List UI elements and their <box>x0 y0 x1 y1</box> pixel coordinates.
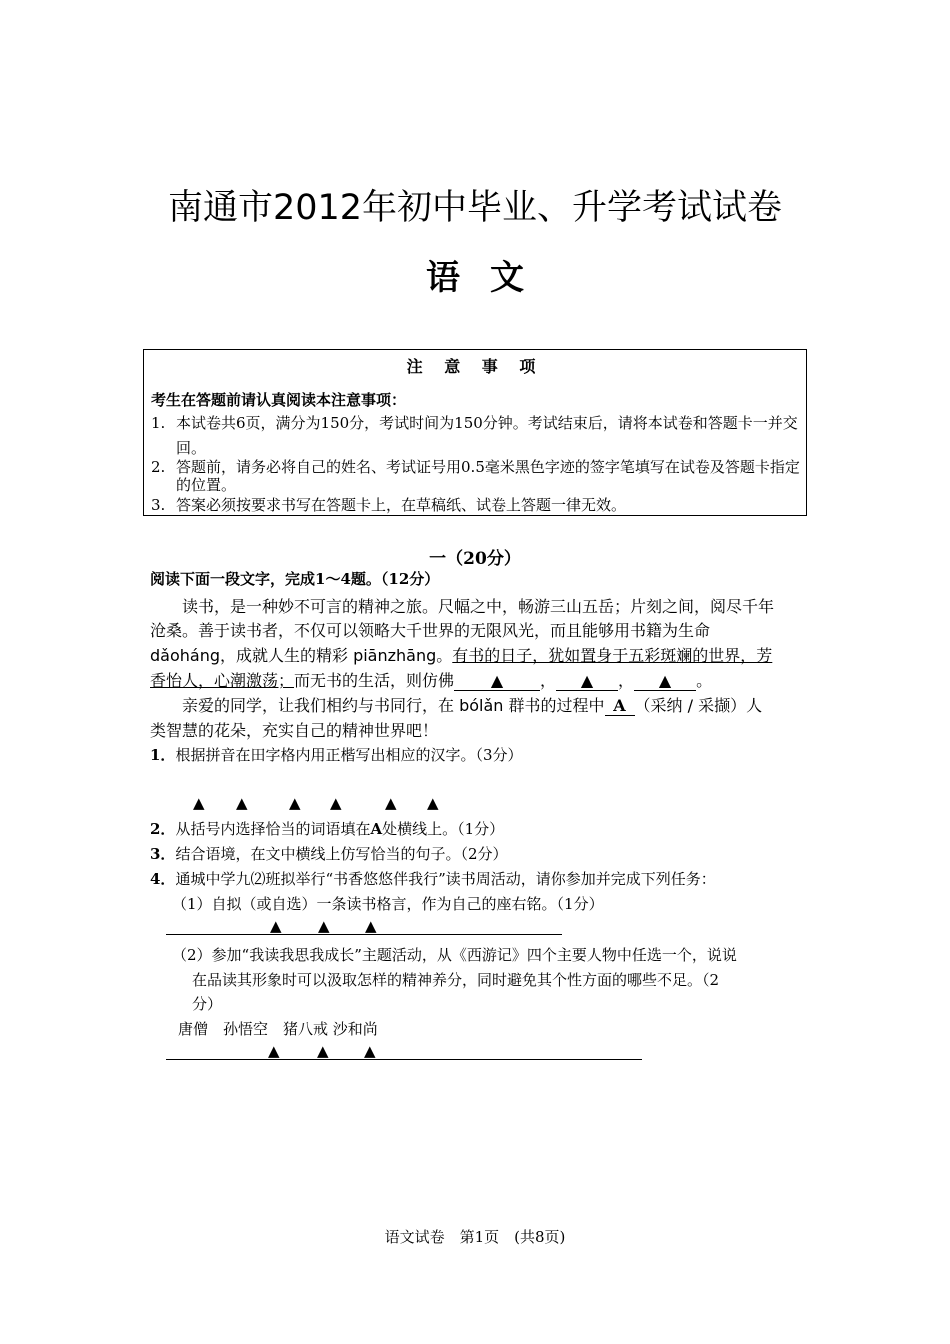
question-2 <box>150 818 504 839</box>
exam-title: 南通市2012年初中毕业、升学考试试卷 <box>167 188 783 228</box>
answer-mark: ▲ <box>364 1042 376 1060</box>
answer-mark[interactable]: ▲ <box>427 794 439 812</box>
notice-item-text: 答案必须按要求书写在答题卡上，在草稿纸、试卷上答题一律无效。 <box>176 496 627 514</box>
notice-lead: 考生在答题前请认真阅读本注意事项： <box>151 391 407 409</box>
passage-line-1: 读书，是一种妙不可言的精神之旅。尺幅之中，畅游三山五岳；片刻之间，阅尽千年 <box>182 597 775 616</box>
answer-blank[interactable]: ▲ <box>634 672 696 691</box>
question-4-2-line-3: 分） <box>192 995 223 1013</box>
question-text: 结合语境，在文中横线上仿写恰当的句子。（2分） <box>175 845 508 863</box>
passage-line-3 <box>150 643 772 666</box>
answer-line[interactable] <box>166 1059 642 1060</box>
question-4 <box>150 868 716 889</box>
answer-blank[interactable]: ▲ <box>556 672 618 691</box>
notice-item-text: 本试卷共6页，满分为150分，考试时间为150分钟。考试结束后，请将本试卷和答题卡一并交回。 <box>176 414 798 457</box>
notice-title: 注 意 事 项 <box>406 357 544 376</box>
question-number: 3． <box>150 845 176 863</box>
question-number: 1． <box>150 746 176 764</box>
subject-title: 语文 <box>426 258 554 298</box>
underlined-sentence-end: 香怡人，心潮激荡； <box>150 671 295 690</box>
passage-line-5 <box>182 693 762 716</box>
question-text: 通城中学九⑵班拟举行“书香悠悠伴我行”读书周活动，请你参加并完成下列任务： <box>175 870 716 888</box>
passage-text: 亲爱的同学，让我们相约与书同行，在 bólǎn 群书的过程中 <box>182 696 605 715</box>
question-number: 2． <box>150 820 176 838</box>
answer-blank-a[interactable]: A <box>605 697 635 716</box>
page-footer: 语文试卷 第1页 (共8页) <box>384 1228 566 1246</box>
answer-mark: ▲ <box>270 917 282 935</box>
passage-text: （采纳 / 采撷）人 <box>634 696 763 715</box>
answer-mark[interactable]: ▲ <box>330 794 342 812</box>
answer-mark[interactable]: ▲ <box>289 794 301 812</box>
question-1 <box>150 744 522 765</box>
question-text: 处横线上。（1分） <box>382 820 505 838</box>
question-3 <box>150 843 507 864</box>
answer-line[interactable] <box>166 934 562 935</box>
punctuation: 。 <box>696 671 713 690</box>
section-heading: 一（20分） <box>429 549 521 569</box>
character-options: 唐僧 孙悟空 猪八戒 沙和尚 <box>178 1020 378 1038</box>
notice-item-number: 2. <box>151 458 166 476</box>
question-text: 从括号内选择恰当的词语填在 <box>175 820 371 838</box>
question-text: 根据拼音在田字格内用正楷写出相应的汉字。（3分） <box>175 746 523 764</box>
passage-line-4 <box>150 668 712 691</box>
question-4-2-line-2: 在品读其形象时可以汲取怎样的精神养分，同时避免其个性方面的哪些不足。（2 <box>192 971 720 989</box>
answer-mark[interactable]: ▲ <box>193 794 205 812</box>
notice-box <box>143 349 807 516</box>
notice-item-number: 3. <box>151 496 166 514</box>
passage-line-2: 沧桑。善于读书者，不仅可以领略大千世界的无限风光，而且能够用书籍为生命 <box>150 621 711 640</box>
reading-instruction: 阅读下面一段文字，完成1～4题。（12分） <box>150 570 440 588</box>
pinyin-text: dǎoháng，成就人生的精彩 piānzhāng。 <box>150 646 453 665</box>
answer-mark[interactable]: ▲ <box>236 794 248 812</box>
answer-mark: ▲ <box>318 917 330 935</box>
answer-mark: ▲ <box>268 1042 280 1060</box>
punctuation: ， <box>618 671 635 690</box>
blank-letter: A <box>370 820 383 838</box>
question-4-1: （1）自拟（或自选）一条读书格言，作为自己的座右铭。（1分） <box>172 895 604 913</box>
answer-mark: ▲ <box>317 1042 329 1060</box>
underlined-sentence: 有书的日子，犹如置身于五彩斑斓的世界，芳 <box>452 646 773 665</box>
notice-item-text: 答题前，请务必将自己的姓名、考试证号用0.5毫米黑色字迹的签字笔填写在试卷及答题卡指定的位置。 <box>176 458 800 494</box>
punctuation: ， <box>540 671 557 690</box>
answer-mark: ▲ <box>365 917 377 935</box>
answer-mark[interactable]: ▲ <box>385 794 397 812</box>
question-number: 4． <box>150 870 176 888</box>
passage-line-6: 类智慧的花朵，充实自己的精神世界吧！ <box>150 721 439 740</box>
passage-text: 而无书的生活，则仿佛 <box>294 671 455 690</box>
notice-item-number: 1. <box>151 414 166 432</box>
answer-blank[interactable]: ▲ <box>454 672 540 691</box>
question-4-2-line-1: （2）参加“我读我思我成长”主题活动，从《西游记》四个主要人物中任选一个，说说 <box>172 946 737 964</box>
